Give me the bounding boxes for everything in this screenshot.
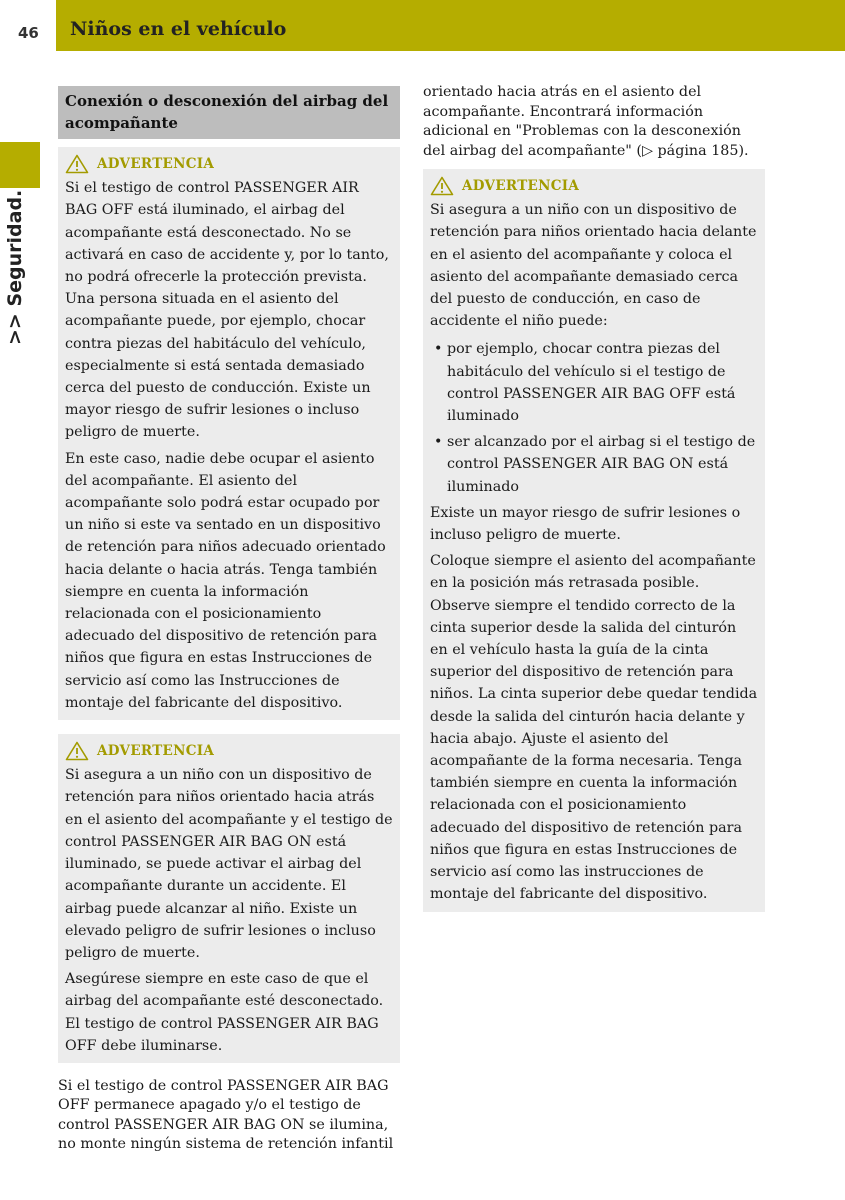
body-paragraph: orientado hacia atrás en el asiento del acompañante. Encontrará información adicional en "Problemas con la desconexión del airbag del acompañante" (▷ página 185).	[423, 84, 749, 159]
warning-title: ADVERTENCIA	[462, 178, 580, 194]
warning-header	[430, 175, 758, 197]
header-bar	[0, 0, 845, 51]
warning-header	[65, 740, 393, 762]
warning-paragraph: Existe un mayor riesgo de sufrir lesiones o incluso peligro de muerte.	[430, 504, 741, 544]
section-label: >> Seguridad.	[4, 189, 26, 345]
warning-paragraph: Si asegura a un niño con un dispositivo de retención para niños orientado hacia delante en el asiento del acompañante y coloca el asiento del acompañante demasiado cerca del puesto de conducción, en caso de accidente el niño puede:	[430, 202, 757, 330]
warning-triangle-icon	[65, 741, 89, 761]
warning-box	[58, 734, 400, 1063]
warning-header	[65, 153, 393, 175]
warning-list	[430, 338, 758, 497]
warning-paragraph: Si el testigo de control PASSENGER AIR BAG OFF está iluminado, el airbag del acompañante está desconectado. No se activará en caso de accidente y, por lo tanto, no podrá ofrecerle la protección prevista. Una persona situada en el asiento del acompañante puede, por ejemplo, chocar contra piezas del habitáculo del vehículo, especialmente si está sentada demasiado cerca del puesto de conducción. Existe un mayor riesgo de sufrir lesiones o incluso peligro de muerte.	[65, 180, 389, 441]
section-heading: Conexión o desconexión del airbag del acompañante	[58, 86, 400, 139]
warning-title: ADVERTENCIA	[97, 156, 215, 172]
warning-paragraph: Asegúrese siempre en este caso de que el airbag del acompañante esté desconectado. El testigo de control PASSENGER AIR BAG OFF debe iluminarse.	[65, 971, 384, 1054]
warning-paragraph: Coloque siempre el asiento del acompañante en la posición más retrasada posible. Observe siempre el tendido correcto de la cinta superior desde la salida del cinturón en el vehículo hasta la guía de la cinta superior del dispositivo de retención para niños. La cinta superior debe quedar tendida desde la salida del cinturón hacia delante y hacia abajo. Ajuste el asiento del acompañante de la forma necesaria. Tenga también siempre en cuenta la información relacionada con el posicionamiento adecuado del dispositivo de retención para niños que figura en estas Instrucciones de servicio así como las instrucciones de montaje del fabricante del dispositivo.	[430, 553, 758, 903]
chapter-title: Niños en el vehículo	[70, 18, 287, 40]
left-column	[58, 86, 400, 1155]
page-number: 46	[18, 24, 39, 42]
body-paragraph: Si el testigo de control PASSENGER AIR BAG OFF permanece apagado y/o el testigo de control PASSENGER AIR BAG ON se ilumina, no monte ningún sistema de retención infantil	[58, 1077, 394, 1153]
warning-box	[58, 147, 400, 720]
section-marker	[0, 142, 40, 188]
warning-box	[423, 169, 765, 912]
list-item: • por ejemplo, chocar contra piezas del habitáculo del vehículo si el testigo de control PASSENGER AIR BAG OFF está iluminado	[430, 338, 758, 427]
warning-triangle-icon	[430, 176, 454, 196]
warning-triangle-icon	[65, 154, 89, 174]
warning-paragraph: En este caso, nadie debe ocupar el asiento del acompañante. El asiento del acompañante solo podrá estar ocupado por un niño si este va sentado en un dispositivo de retención para niños adecuado orientado hacia delante o hacia atrás. Tenga también siempre en cuenta la información relacionada con el posicionamiento adecuado del dispositivo de retención para niños que figura en estas Instrucciones de servicio así como las Instrucciones de montaje del fabricante del dispositivo.	[65, 450, 386, 711]
right-column	[423, 86, 765, 912]
page-number-box	[0, 0, 56, 51]
warning-title: ADVERTENCIA	[97, 743, 215, 760]
warning-paragraph: Si asegura a un niño con un dispositivo de retención para niños orientado hacia atrás en el asiento del acompañante y el testigo de control PASSENGER AIR BAG ON está iluminado, se puede activar el airbag del acompañante durante un accidente. El airbag puede alcanzar al niño. Existe un elevado peligro de sufrir lesiones o incluso peligro de muerte.	[65, 767, 393, 961]
list-item: • ser alcanzado por el airbag si el testigo de control PASSENGER AIR BAG ON está iluminado	[430, 431, 758, 498]
